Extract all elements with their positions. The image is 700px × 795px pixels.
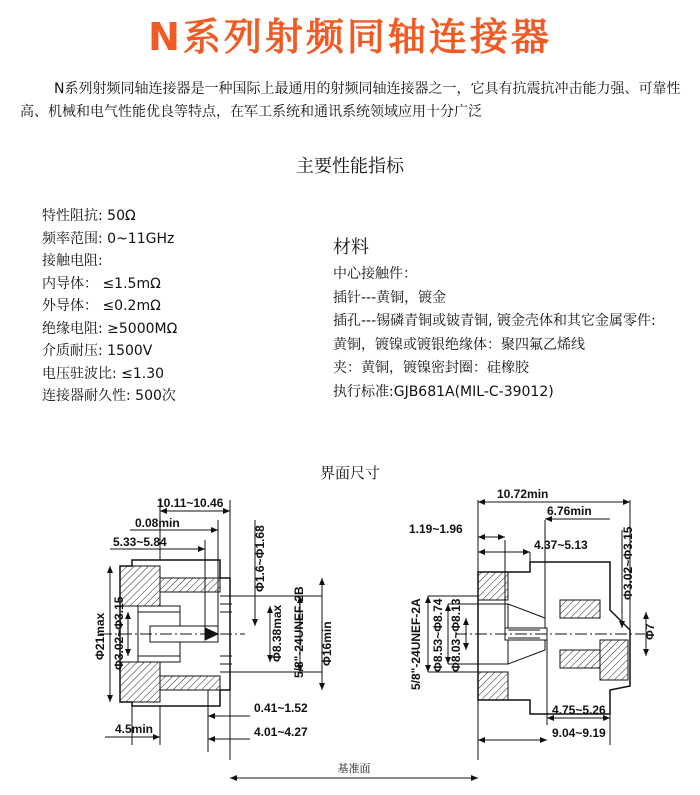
dim-label: Φ8.53~Φ8.74 [431,598,445,672]
spec-item: 内导体： ≤1.5mΩ [42,275,161,292]
dim-label: 10.11~10.46 [157,496,224,510]
material-item: 插针---黄铜，镀金 [333,289,447,306]
dim-label: 0.08min [135,516,180,530]
spec-item: 电压驻波比: ≤1.30 [42,365,165,382]
dim-label: 5.33~5.84 [113,535,167,549]
spec-item: 接触电阻: [42,253,103,269]
dim-label: 4.5min [115,722,154,736]
dim-label: 5/8"-24UNEF-2A [409,598,423,690]
material-item: 中心接触件： [333,266,417,282]
spec-heading: 主要性能指标 [296,156,404,177]
spec-item: 特性阻抗: 50Ω [42,208,136,224]
spec-item: 外导体： ≤0.2mΩ [42,298,161,314]
dim-label: 9.04~9.19 [552,726,606,740]
dimensions-heading: 界面尺寸 [319,464,380,482]
material-item: 黄铜，镀镍或镀银绝缘体：聚四氟乙烯线 [333,336,585,353]
spec-item: 绝缘电阻: ≥5000MΩ [42,320,178,337]
material-item: 插孔---锡磷青铜或铍青铜, 镀金壳体和其它金属零件: [333,313,656,329]
dim-label: 10.72min [497,487,549,501]
dim-label: Φ3.02~Φ3.15 [621,526,635,600]
dim-label: Φ8.38max [270,604,284,662]
dim-label: Φ8.03~Φ8.13 [449,598,463,672]
page-title: N系列射频同轴连接器 [148,15,552,59]
dim-label: 0.41~1.52 [254,701,308,715]
intro-paragraph: N系列射频同轴连接器是一种国际上最通用的射频同轴连接器之一，它具有抗震抗冲击能力强、可靠性高、机械和电气性能优良等特点，在军工系统和通讯系统领域应用十分广泛 [20,81,681,120]
dim-label: 4.75~5.26 [552,703,606,717]
dim-label: 1.19~1.96 [409,522,463,536]
dim-label: Φ16min [320,621,334,666]
material-item: 执行标准:GJB681A(MIL-C-39012) [333,383,554,400]
materials-heading: 材料 [333,237,369,258]
dim-label: 5/8"-24UNEF-2B [292,586,306,678]
dim-label: Φ21max [93,612,107,660]
spec-item: 连接器耐久性: 500次 [42,388,176,404]
spec-item: 介质耐压: 1500V [42,343,153,359]
reference-plane-label: 基准面 [337,763,371,775]
dim-label: Φ1.6~Φ1.68 [253,525,267,592]
dim-label: Φ3.02~Φ3.15 [112,596,126,670]
dim-label: Φ7 [643,623,657,640]
dim-label: 4.37~5.13 [534,538,588,552]
material-item: 夹：黄铜，镀镍密封圈：硅橡胶 [333,360,529,376]
dim-label: 6.76min [547,504,592,518]
spec-item: 频率范围: 0~11GHz [42,230,175,247]
dim-label: 4.01~4.27 [254,725,308,739]
